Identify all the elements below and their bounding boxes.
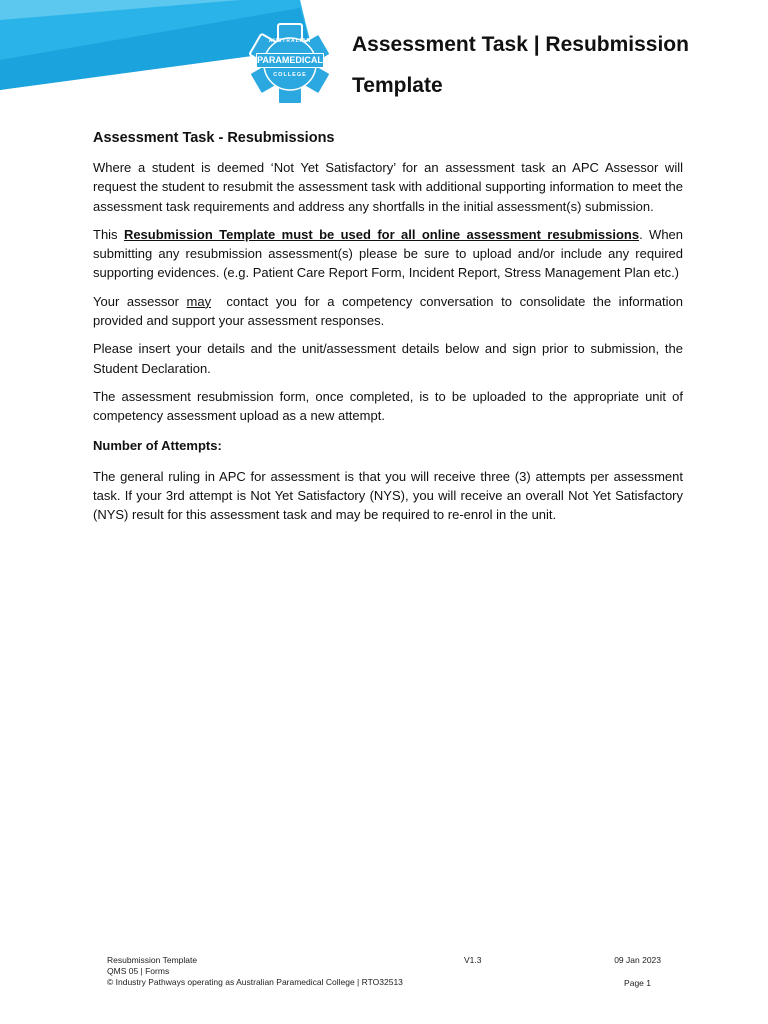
footer-doc-code: QMS 05 | Forms xyxy=(107,966,170,976)
footer-version: V1.3 xyxy=(464,955,482,965)
paragraph-intro: Where a student is deemed ‘Not Yet Satisfactory’ for an assessment task an APC Assessor will request the student to resubmit the assessment task with additional supporting information to meet the assessment task requirements and address any shortfalls in the initial assessment(s) submission. xyxy=(93,160,683,214)
p3-underlined: may xyxy=(186,293,212,309)
footer-left xyxy=(107,955,403,988)
footer-copyright: © Industry Pathways operating as Australian Paramedical College | RTO32513 xyxy=(107,977,403,987)
p2-text-after: . When submitting any resubmission assessment(s) please be sure to upload and/or include any required supporting evidences. (e.g. Patient Care Report Form, Incident Report, Stress Management Plan etc.) xyxy=(93,226,684,281)
section-heading: Assessment Task - Resubmissions xyxy=(93,130,335,146)
document-body xyxy=(93,130,687,533)
paragraph-template-usage xyxy=(93,225,683,283)
footer-doc-name: Resubmission Template xyxy=(107,955,198,965)
p2-text-before: This xyxy=(93,226,124,242)
college-logo xyxy=(248,22,332,106)
paragraph-insert-details: Please insert your details and the unit/assessment details below and sign prior to submission, the Student Declaration. xyxy=(93,341,683,376)
footer-page-number: Page 1 xyxy=(624,978,651,988)
page-footer xyxy=(107,955,667,995)
p3-text-after: contact you for a competency conversation to consolidate the information provided and support your assessment responses. xyxy=(93,293,687,329)
attempts-heading: Number of Attempts: xyxy=(93,437,222,453)
paragraph-upload: The assessment resubmission form, once completed, is to be uploaded to the appropriate unit of competency assessment upload as a new attempt. xyxy=(93,388,683,424)
logo-band-text: PARAMEDICAL xyxy=(256,53,324,68)
p2-emphasis: Resubmission Template must be used for all online assessment resubmissions xyxy=(123,226,640,242)
logo-bottom-text: COLLEGE xyxy=(273,72,307,78)
title-line-2: Template xyxy=(352,74,443,97)
document-title xyxy=(352,24,732,106)
logo-top-text: AUSTRALIAN xyxy=(268,38,312,44)
paragraph-assessor-contact xyxy=(93,292,687,331)
title-line-1: Assessment Task | Resubmission xyxy=(352,33,689,56)
p3-text-before: Your assessor xyxy=(93,293,187,309)
paragraph-attempts: The general ruling in APC for assessment is that you will receive three (3) attempts per assessment task. If your 3rd attempt is Not Yet Satisfactory (NYS), you will receive an overall Not Yet Satisfactory (NYS) result for this assessment task and may be required to re-enrol in the unit. xyxy=(93,468,683,523)
footer-date: 09 Jan 2023 xyxy=(614,955,661,965)
